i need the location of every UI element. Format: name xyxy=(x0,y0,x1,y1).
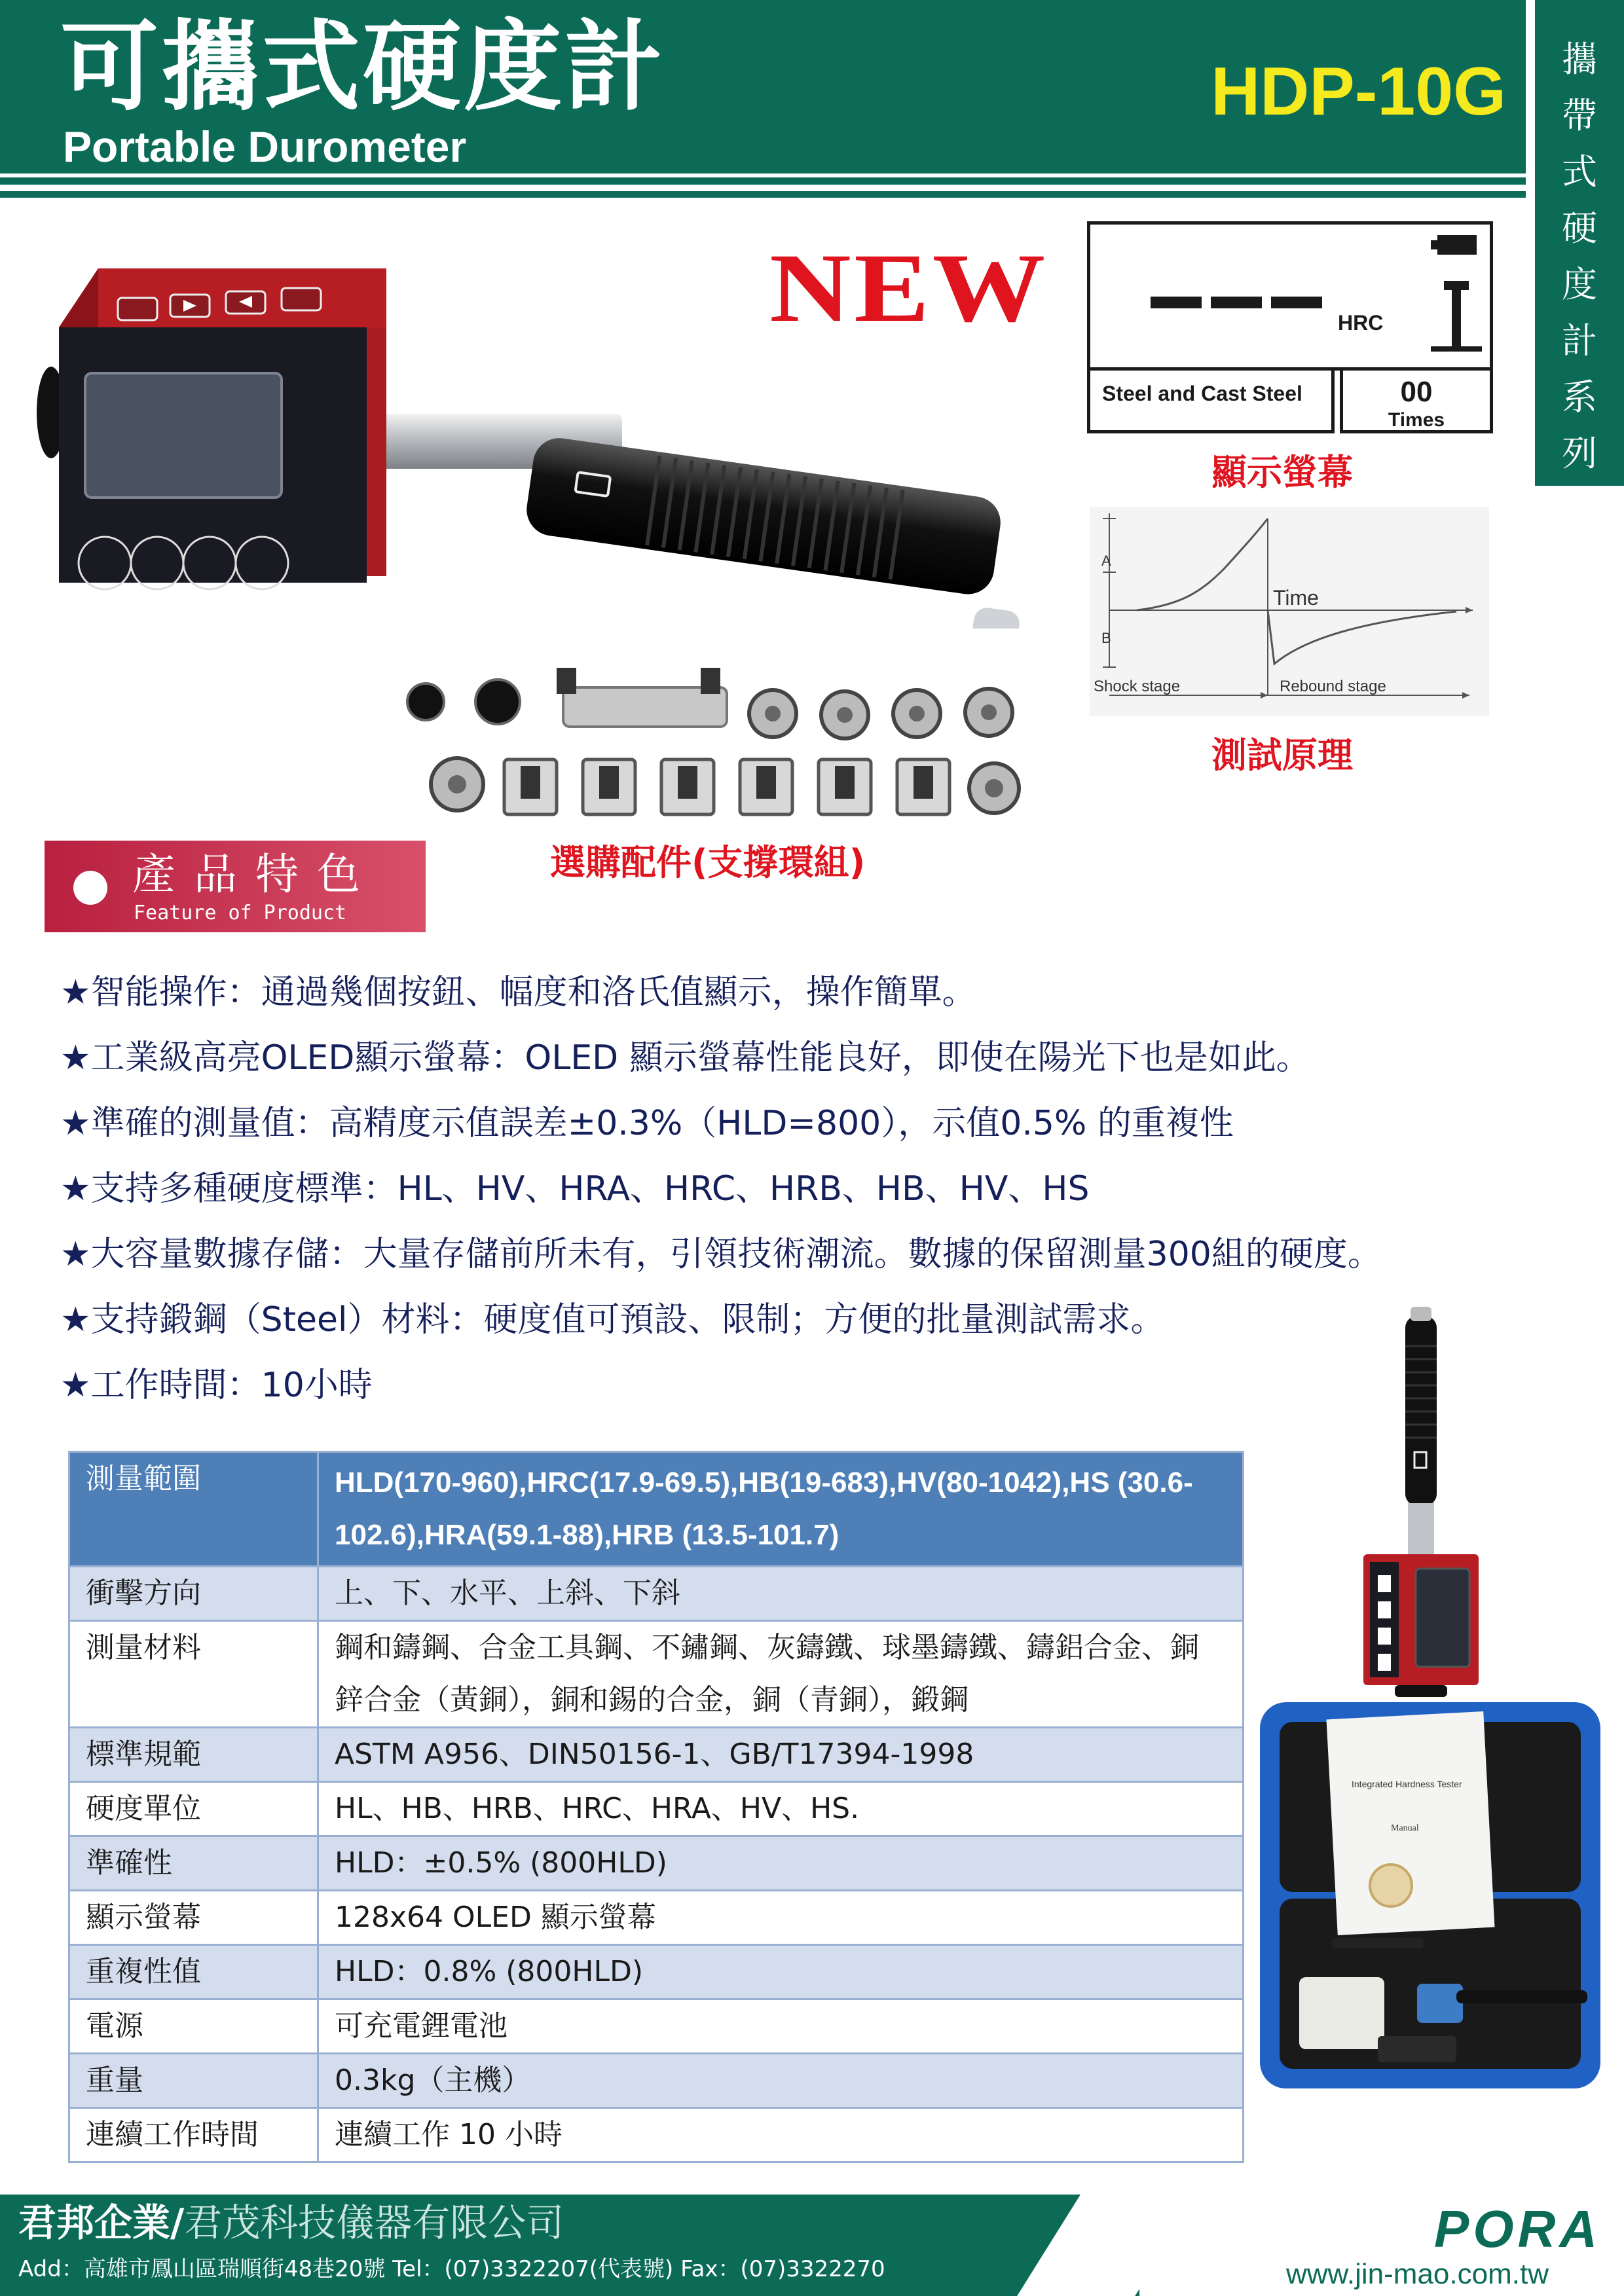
spec-value: ASTM A956、DIN50156-1、GB/T17394-1998 xyxy=(318,1728,1244,1782)
table-row xyxy=(69,1621,1244,1728)
feature-list xyxy=(60,960,1540,1418)
bullet-dot xyxy=(73,871,107,905)
table-row xyxy=(69,1891,1244,1945)
feature-item: ★支持鍛鋼（Steel）材料：硬度值可預設、限制；方便的批量測試需求。 xyxy=(60,1300,1165,1339)
company-main: 君邦企業/ xyxy=(18,2200,185,2245)
spec-value: 128x64 OLED 顯示螢幕 xyxy=(318,1891,1244,1945)
feature-banner xyxy=(45,841,426,932)
table-row xyxy=(69,1782,1244,1836)
spec-value: 鋼和鑄鋼、合金工具鋼、不鏽鋼、灰鑄鐵、球墨鑄鐵、鑄鋁合金、銅鋅合金（黃銅），銅和錫的合金，銅（青銅），鍛鋼 xyxy=(318,1621,1244,1728)
feature-item: ★支持多種硬度標準：HL、HV、HRA、HRC、HRB、HB、HV、HS xyxy=(60,1169,1090,1209)
spec-key: 準確性 xyxy=(69,1836,318,1891)
table-row xyxy=(69,1999,1244,2054)
series-char: 列 xyxy=(1562,433,1597,474)
spec-value: HLD(170-960),HRC(17.9-69.5),HB(19-683),HV(80-1042),HS (30.6-102.6),HRA(59.1-88),HRB (13.5-101.7) xyxy=(318,1452,1244,1567)
table-row xyxy=(69,2108,1244,2162)
table-row xyxy=(69,1945,1244,1999)
spec-key: 顯示螢幕 xyxy=(69,1891,318,1945)
series-char: 式 xyxy=(1562,151,1597,192)
series-char: 計 xyxy=(1562,320,1597,361)
company-address: Add：高雄市鳳山區瑞順街48巷20號 Tel：(07)3322207(代表號) Fax：(07)3322270 xyxy=(18,2256,885,2282)
header-divider xyxy=(0,173,1526,177)
spec-table xyxy=(68,1451,1244,2163)
series-char: 硬 xyxy=(1562,208,1597,249)
accessories-image xyxy=(399,655,1028,831)
spec-key: 測量材料 xyxy=(69,1621,318,1728)
booklet-title: Integrated Hardness Tester xyxy=(1352,1779,1462,1789)
table-row xyxy=(69,1452,1244,1567)
spec-key: 硬度單位 xyxy=(69,1782,318,1836)
spec-key: 連續工作時間 xyxy=(69,2108,318,2162)
series-char: 系 xyxy=(1562,376,1597,418)
support-bracket xyxy=(557,668,727,727)
company-subname: 君茂科技儀器有限公司 xyxy=(184,2200,564,2245)
feature-item: ★工業級高亮OLED顯示螢幕：OLED 顯示螢幕性能良好，即使在陽光下也是如此。 xyxy=(60,1038,1310,1078)
feature-item: ★工作時間：10小時 xyxy=(60,1366,373,1405)
reading-dash xyxy=(1271,297,1322,308)
device-vertical-image xyxy=(1356,1307,1486,1700)
booklet-subtitle: Manual xyxy=(1391,1823,1419,1833)
spec-key: 標準規範 xyxy=(69,1728,318,1782)
spec-value: 0.3kg（主機） xyxy=(318,2054,1244,2108)
label-time: Time xyxy=(1273,586,1319,610)
series-char: 攜 xyxy=(1562,39,1597,80)
pora-logo: PORA xyxy=(1434,2200,1602,2258)
feature-item: ★大容量數據存儲：大量存儲前所未有，引領技術潮流。數據的保留測量300組的硬度。 xyxy=(60,1235,1382,1274)
screen-unit-label: HRC xyxy=(1338,311,1384,335)
series-char: 帶 xyxy=(1562,95,1597,136)
spec-value: HL、HB、HRB、HRC、HRA、HV、HS. xyxy=(318,1782,1244,1836)
header-underline xyxy=(0,191,1526,198)
page-subtitle: Portable Durometer xyxy=(63,122,467,171)
screen-material-label: Steel and Cast Steel xyxy=(1102,382,1302,405)
feature-banner-title: 產品特色 xyxy=(132,849,378,900)
impact-probe xyxy=(523,435,1004,598)
label-a: A xyxy=(1101,553,1111,569)
label-shock-stage: Shock stage xyxy=(1094,678,1181,695)
website-link[interactable]: www.jin-mao.com.tw xyxy=(1286,2258,1549,2290)
company-name xyxy=(18,2200,564,2246)
spec-key: 測量範圍 xyxy=(69,1452,318,1567)
screen-count: 00 xyxy=(1400,376,1433,408)
accessories-caption: 選購配件(支撐環組) xyxy=(550,842,866,883)
spec-value: HLD：±0.5% (800HLD) xyxy=(318,1836,1244,1891)
screen-count-label: Times xyxy=(1388,409,1445,431)
display-caption: 顯示螢幕 xyxy=(1211,452,1353,493)
series-tab xyxy=(1535,0,1624,486)
feature-item: ★準確的測量值：高精度示值誤差±0.3%（HLD=800），示值0.5% 的重複性 xyxy=(60,1104,1234,1143)
screen-material-box xyxy=(1087,371,1335,433)
table-row xyxy=(69,1567,1244,1621)
table-row xyxy=(69,2054,1244,2108)
spec-key: 衝擊方向 xyxy=(69,1567,318,1621)
spec-key: 重量 xyxy=(69,2054,318,2108)
device-display xyxy=(85,373,282,498)
series-char: 度 xyxy=(1562,264,1597,305)
shock-curve xyxy=(1137,519,1268,610)
spec-value: 上、下、水平、上斜、下斜 xyxy=(318,1567,1244,1621)
spec-value: 可充電鋰電池 xyxy=(318,1999,1244,2054)
label-b: B xyxy=(1101,630,1111,646)
spec-value: 連續工作 10 小時 xyxy=(318,2108,1244,2162)
spec-key: 重複性值 xyxy=(69,1945,318,1999)
model-number: HDP-10G xyxy=(1211,54,1506,130)
reading-dash xyxy=(1211,297,1262,308)
rebound-curve xyxy=(1268,610,1456,664)
spec-value: HLD：0.8% (800HLD) xyxy=(318,1945,1244,1999)
page-title: 可攜式硬度計 xyxy=(60,10,666,124)
probe-tip xyxy=(968,606,1022,629)
label-rebound-stage: Rebound stage xyxy=(1280,678,1386,695)
reading-dash xyxy=(1151,297,1202,308)
new-badge: NEW xyxy=(769,234,1048,342)
display-screen-diagram xyxy=(1087,221,1493,371)
test-principle-chart xyxy=(1090,507,1489,716)
spec-key: 電源 xyxy=(69,1999,318,2054)
battery-icon xyxy=(1405,231,1483,362)
principle-caption: 測試原理 xyxy=(1211,735,1353,776)
feature-banner-subtitle: Feature of Product xyxy=(134,902,347,924)
table-row xyxy=(69,1836,1244,1891)
page-header xyxy=(0,0,1526,185)
page-footer xyxy=(0,2195,1624,2296)
carrying-case-image xyxy=(1260,1702,1600,2088)
feature-item: ★智能操作：通過幾個按鈕、幅度和洛氏值顯示，操作簡單。 xyxy=(60,973,976,1012)
table-row xyxy=(69,1728,1244,1782)
screen-count-box xyxy=(1340,371,1493,433)
